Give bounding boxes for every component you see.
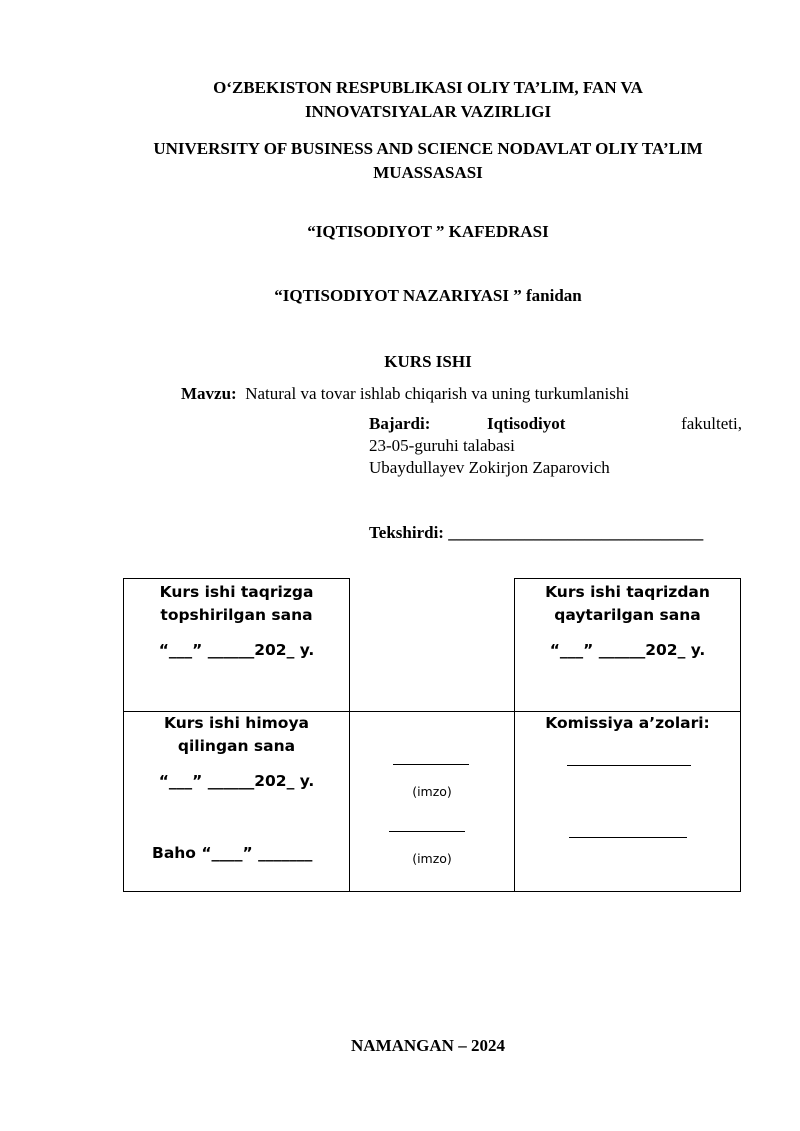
returned-line-2: qaytarilgan sana (554, 606, 701, 624)
topic-label: Mavzu: (181, 384, 237, 403)
signature-label-1: (imzo) (412, 784, 452, 799)
submitted-line-2: topshirilgan sana (160, 606, 313, 624)
signature-line-2 (389, 831, 465, 832)
commission-line-2 (569, 837, 687, 838)
topic-line (181, 382, 781, 406)
ministry-line-2: INNOVATSIYALAR VAZIRLIGI (304, 102, 552, 121)
returned-date: “___” ______202_ y. (549, 641, 706, 659)
defended-line-1: Kurs ishi himoya (163, 714, 310, 732)
performer-faculty-suffix: fakulteti, (681, 414, 742, 433)
submitted-line-1: Kurs ishi taqrizga (159, 583, 314, 601)
cell-submitted (123, 578, 350, 712)
commission-line-1 (567, 765, 691, 766)
review-table (123, 578, 741, 892)
signature-line-1 (393, 764, 469, 765)
performer-label: Bajardi: (369, 414, 431, 433)
cell-signatures (349, 711, 515, 892)
university-line-1: UNIVERSITY OF BUSINESS AND SCIENCE NODAVLAT OLIY TA’LIM (153, 139, 703, 158)
defended-date: “___” ______202_ y. (158, 772, 315, 790)
subject-title: “IQTISODIYOT NAZARIYASI ” fanidan (274, 286, 582, 305)
footer-city-year: NAMANGAN – 2024 (351, 1036, 505, 1055)
performer-name: Ubaydullayev Zokirjon Zaparovich (369, 458, 610, 477)
university-line-2: MUASSASASI (373, 163, 483, 182)
grade-line: Baho “____” _______ (152, 844, 313, 862)
submitted-date: “___” ______202_ y. (158, 641, 315, 659)
commission-label: Komissiya a’zolari: (545, 714, 710, 732)
cell-returned (514, 578, 741, 712)
signature-label-2: (imzo) (412, 851, 452, 866)
ministry-line-1: O‘ZBEKISTON RESPUBLIKASI OLIY TA’LIM, FAN VA (213, 78, 643, 97)
cell-defended (123, 711, 350, 892)
checker-line (369, 523, 703, 543)
department-title: “IQTISODIYOT ” KAFEDRASI (307, 222, 549, 241)
defended-line-2: qilingan sana (177, 737, 296, 755)
returned-line-1: Kurs ishi taqrizdan (545, 583, 710, 601)
checker-blank: ______________________________ (448, 523, 704, 542)
work-type-title: KURS ISHI (384, 352, 472, 371)
topic-value: Natural va tovar ishlab chiqarish va uning turkumlanishi (245, 384, 630, 403)
performer-group: 23-05-guruhi talabasi (369, 436, 515, 455)
performer-faculty-word: Iqtisodiyot (487, 414, 566, 433)
checker-label: Tekshirdi: (369, 523, 444, 542)
cell-commission (514, 711, 741, 892)
